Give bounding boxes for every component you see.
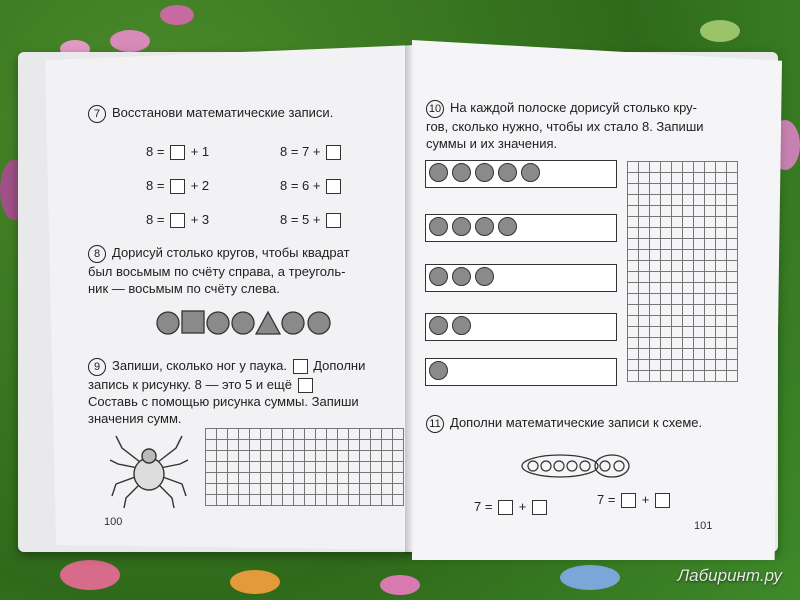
task-number: 10	[426, 100, 444, 118]
page-number: 100	[104, 516, 123, 528]
spider-icon	[108, 432, 190, 512]
equation: 8 = + 2	[146, 178, 210, 193]
task8-text: 8 Дорисуй столько кругов, чтобы квадрат был восьмым по счёту справа, а треуголь- ник — восьмым по счёту слева.	[88, 245, 350, 296]
task9-text: 9 Запиши, сколько ног у паука. Дополни запись к рисунку. 8 — это 5 и ещё Составь с помощью рисунка суммы. Запиши значения сумм.	[88, 358, 366, 426]
circle-strip[interactable]	[425, 358, 617, 386]
task-number: 7	[88, 105, 106, 123]
answer-box[interactable]	[655, 493, 670, 508]
answer-grid[interactable]	[627, 161, 738, 382]
filled-circle	[429, 361, 448, 380]
flower	[700, 20, 740, 42]
filled-circle	[498, 163, 517, 182]
flower	[380, 575, 420, 595]
triangle-shape	[256, 312, 280, 334]
equation: 8 = 7 +	[280, 144, 343, 160]
task10-text: 10 На каждой полоске дорисуй столько кру- гов, сколько нужно, чтобы их стало 8. Запиши суммы и их значения.	[426, 100, 704, 151]
flower	[560, 565, 620, 590]
book-gutter	[405, 44, 419, 554]
filled-circle	[429, 316, 448, 335]
square-shape	[182, 311, 204, 333]
answer-box[interactable]	[326, 213, 341, 228]
equation: 8 = + 1	[146, 144, 210, 159]
answer-box[interactable]	[326, 179, 341, 194]
flower	[160, 5, 194, 25]
equation: 7 = +	[474, 499, 549, 515]
page-number: 101	[694, 520, 713, 532]
filled-circle	[452, 163, 471, 182]
task-title: Восстанови математические записи.	[112, 105, 334, 120]
shapes-row	[155, 308, 345, 338]
answer-box[interactable]	[293, 359, 308, 374]
circle-shape	[157, 312, 179, 334]
filled-circle	[429, 217, 448, 236]
circle-shape	[308, 312, 330, 334]
circle-shape	[232, 312, 254, 334]
equation: 8 = 5 +	[280, 212, 343, 228]
scheme-ovals	[520, 452, 632, 480]
flower	[110, 30, 150, 52]
filled-circle	[452, 217, 471, 236]
answer-box[interactable]	[170, 145, 185, 160]
answer-box[interactable]	[170, 213, 185, 228]
answer-box[interactable]	[621, 493, 636, 508]
filled-circle	[429, 267, 448, 286]
flower	[230, 570, 280, 594]
circle-shape	[282, 312, 304, 334]
filled-circle	[475, 267, 494, 286]
answer-box[interactable]	[170, 179, 185, 194]
flower	[60, 560, 120, 590]
equation: 8 = + 3	[146, 212, 210, 227]
task11-header	[426, 414, 702, 433]
answer-grid[interactable]	[205, 428, 404, 506]
filled-circle	[475, 217, 494, 236]
answer-box[interactable]	[532, 500, 547, 515]
filled-circle	[452, 267, 471, 286]
answer-box[interactable]	[498, 500, 513, 515]
filled-circle	[521, 163, 540, 182]
watermark: Лабиринт.ру	[677, 566, 782, 585]
filled-circle	[475, 163, 494, 182]
circle-shape	[207, 312, 229, 334]
task-number: 8	[88, 245, 106, 263]
answer-box[interactable]	[298, 378, 313, 393]
task-title: Дополни математические записи к схеме.	[450, 415, 703, 430]
answer-box[interactable]	[326, 145, 341, 160]
equation: 8 = 6 +	[280, 178, 343, 194]
task7-header	[88, 104, 333, 123]
filled-circle	[452, 316, 471, 335]
filled-circle	[429, 163, 448, 182]
task-number: 9	[88, 358, 106, 376]
task-number: 11	[426, 415, 444, 433]
filled-circle	[498, 217, 517, 236]
equation: 7 = +	[597, 492, 672, 508]
